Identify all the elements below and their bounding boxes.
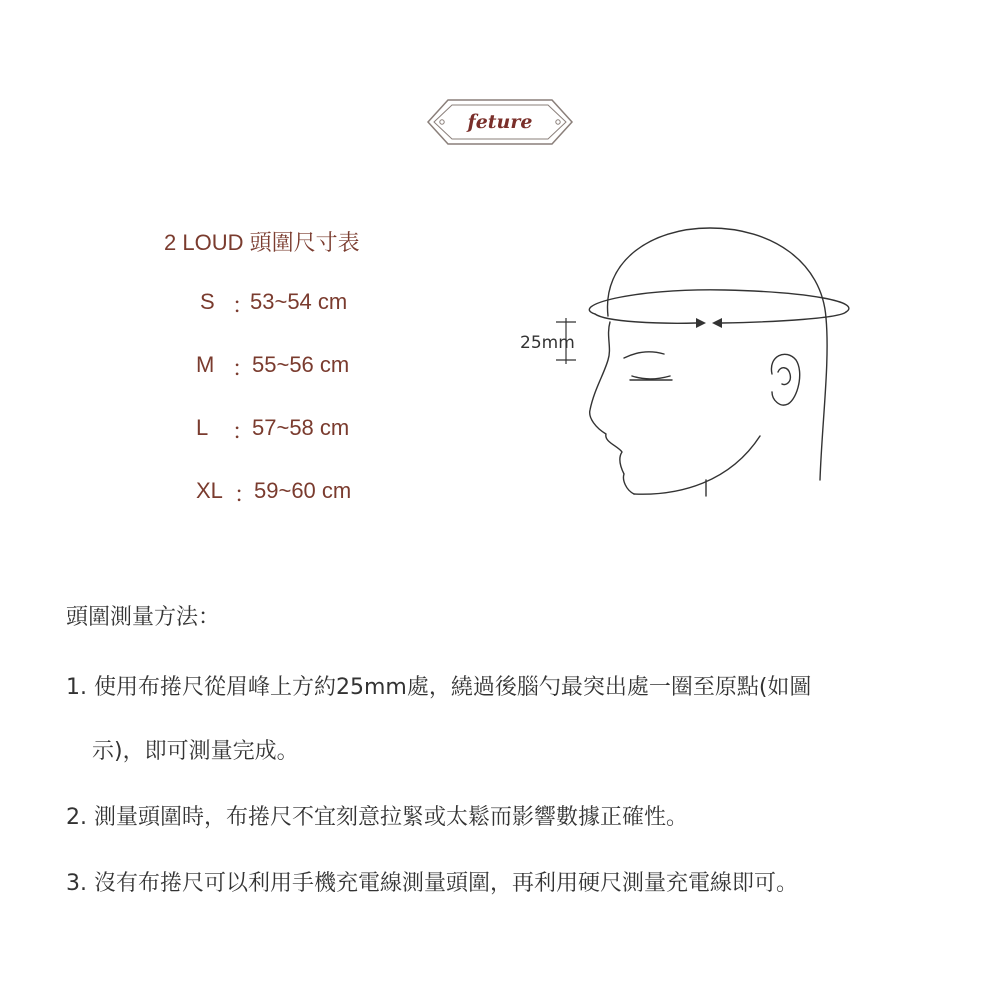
measurement-method-title: 頭圍測量方法：: [66, 605, 221, 630]
size-label: S: [200, 289, 215, 314]
size-row-m: [196, 352, 396, 382]
step-2: 2. 測量頭圍時，布捲尺不宜刻意拉緊或太鬆而影響數據正確性。: [66, 805, 688, 830]
step-1-line-2: 示)，即可測量完成。: [92, 739, 299, 764]
arrow-left: [696, 318, 706, 328]
eyebrow: [624, 352, 664, 358]
measure-label: 25mm: [520, 333, 575, 353]
size-range: 53~54 cm: [250, 289, 348, 314]
size-chart-title: 2 LOUD 頭圍尺寸表: [164, 230, 360, 255]
size-row-l: [196, 415, 396, 445]
size-range: 59~60 cm: [254, 478, 352, 503]
size-range: 57~58 cm: [252, 415, 350, 440]
size-row-s: [200, 289, 400, 319]
step-3: 3. 沒有布捲尺可以利用手機充電線測量頭圍，再利用硬尺測量充電線即可。: [66, 871, 798, 896]
arrow-right: [712, 318, 722, 328]
ear: [771, 354, 799, 405]
size-separator: ：: [232, 293, 255, 318]
step-1-line-1: 1. 使用布捲尺從眉峰上方約25mm處，繞過後腦勺最突出處一圈至原點(如圖: [66, 675, 812, 700]
size-label: L: [196, 415, 209, 440]
size-separator: ：: [234, 482, 257, 507]
logo-text: feture: [467, 111, 533, 133]
eye: [632, 376, 670, 379]
neck-back: [820, 318, 827, 480]
head-measurement-diagram: [510, 222, 860, 502]
jaw-line: [634, 436, 760, 494]
size-label: M: [196, 352, 215, 377]
face-profile: [590, 322, 634, 494]
size-separator: ：: [232, 419, 255, 444]
tape-back: [589, 290, 849, 314]
head-outline: [607, 228, 826, 318]
tape-front-right: [722, 312, 846, 323]
size-separator: ：: [232, 356, 255, 381]
size-row-xl: [196, 478, 396, 508]
feture-logo: [424, 96, 576, 148]
size-label: XL: [196, 478, 223, 503]
size-range: 55~56 cm: [252, 352, 350, 377]
